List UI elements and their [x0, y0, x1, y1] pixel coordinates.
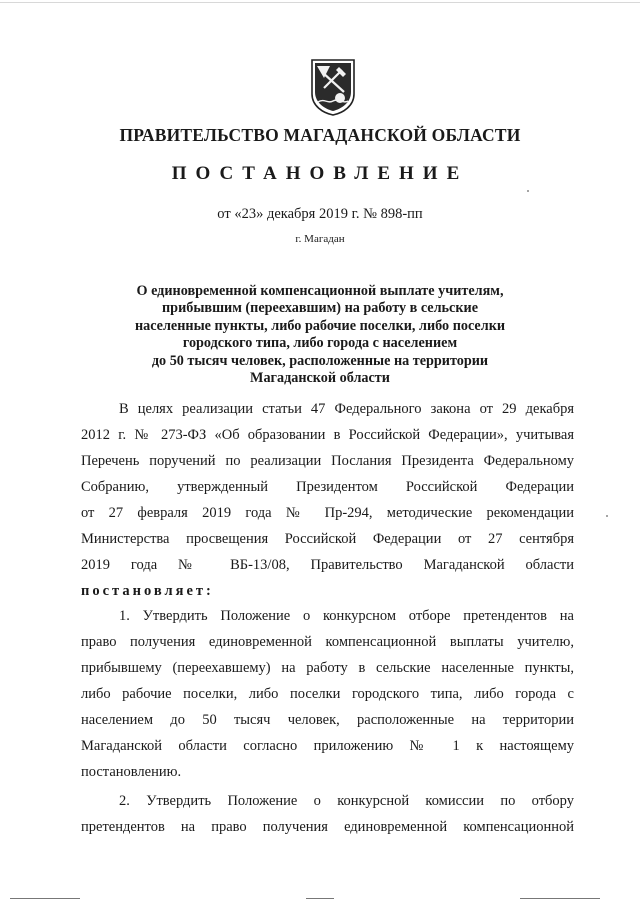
title-line: населенные пункты, либо рабочие поселки, либо поселки: [134, 317, 506, 334]
scan-mark: [306, 898, 334, 899]
body-line: 1. Утвердить Положение о конкурсном отборе претендентов на: [119, 608, 574, 624]
item-1-paragraph: [81, 603, 574, 785]
body-line: Перечень поручений по реализации Послания Президента Федеральному: [81, 453, 574, 469]
body-line: В целях реализации статьи 47 Федерального закона от 29 декабря: [119, 401, 574, 417]
body-line: Магаданской области согласно приложению № 1 к настоящему: [81, 738, 574, 754]
body-line: Министерства просвещения Российской Федерации от 27 сентября: [81, 531, 574, 547]
decree-date-number: от «23» декабря 2019 г. № 898-пп: [217, 206, 423, 222]
preamble-paragraph: [81, 396, 574, 604]
scan-mark: [520, 898, 600, 899]
scan-speck: [606, 515, 608, 517]
scan-bottom-marks: [0, 896, 640, 902]
body-line: 2. Утвердить Положение о конкурсной комиссии по отбору: [119, 793, 574, 809]
body-line: 2012 г. № 273-ФЗ «Об образовании в Российской Федерации», учитывая: [81, 427, 574, 443]
scan-edge-line: [0, 2, 640, 3]
scan-speck: [527, 190, 529, 192]
scan-mark: [10, 898, 80, 899]
government-name: ПРАВИТЕЛЬСТВО МАГАДАНСКОЙ ОБЛАСТИ: [119, 125, 521, 145]
title-line: Магаданской области: [250, 370, 390, 387]
body-line: претендентов на право получения единовременной компенсационной: [81, 819, 574, 835]
magadan-coat-of-arms-icon: [310, 58, 356, 116]
decree-city: г. Магадан: [295, 233, 345, 245]
decree-title: [80, 283, 560, 387]
body-line: право получения единовременной компенсационной выплаты учителю,: [81, 634, 574, 650]
body-line: населением до 50 тысяч человек, расположенные на территории: [81, 712, 574, 728]
item-2-paragraph: [81, 788, 574, 840]
title-line: городского типа, либо города с населением: [182, 335, 458, 352]
title-line: до 50 тысяч человек, расположенные на территории: [151, 352, 489, 369]
body-line: либо рабочие поселки, либо поселки городского типа, либо города с: [81, 686, 574, 702]
title-line: прибывшим (переехавшим) на работу в сельские: [162, 300, 478, 317]
body-line: постановлению.: [81, 764, 182, 780]
body-line: Собранию, утвержденный Президентом Российской Федерации: [81, 479, 574, 495]
title-line: О единовременной компенсационной выплате учителям,: [136, 283, 504, 299]
body-line: прибывшему (переехавшему) на работу в сельские населенные пункты,: [81, 660, 574, 676]
decree-type-heading: ПОСТАНОВЛЕНИЕ: [171, 163, 469, 184]
body-line: от 27 февраля 2019 года № Пр-294, методические рекомендации: [81, 505, 574, 521]
body-line: 2019 года № ВБ-13/08, Правительство Магаданской области: [81, 557, 574, 573]
resolves-word: постановляет:: [81, 583, 214, 599]
